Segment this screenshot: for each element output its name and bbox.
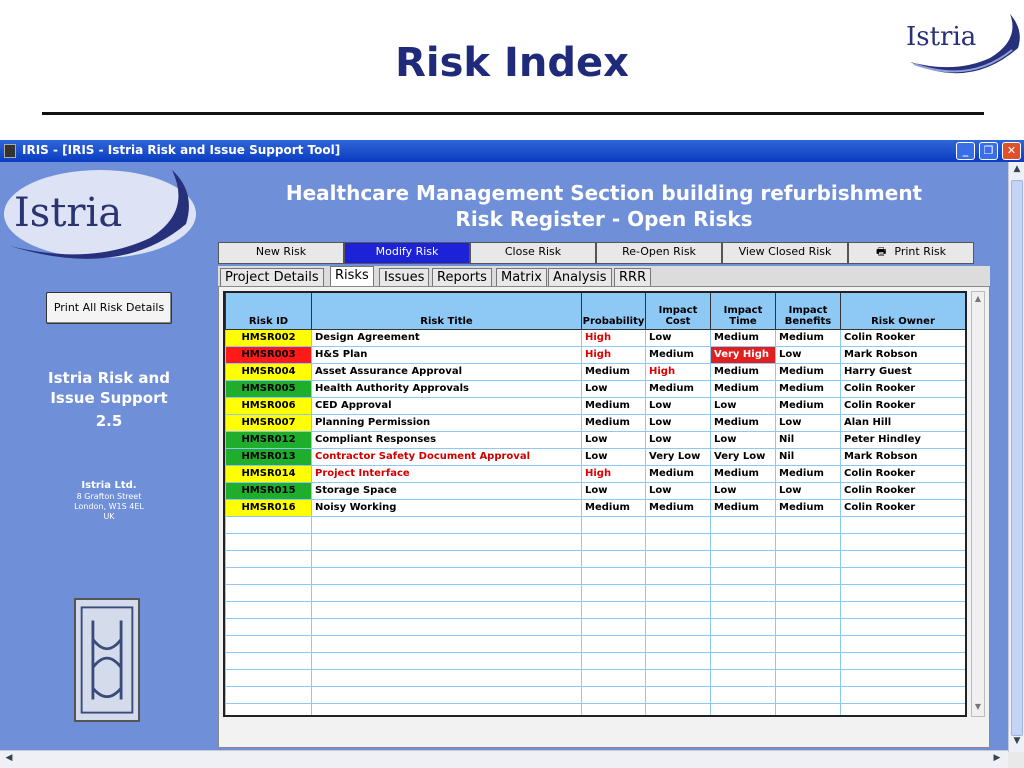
cell-impact-benefits[interactable]: Medium bbox=[776, 465, 841, 482]
table-row[interactable] bbox=[226, 414, 966, 431]
empty-table-row bbox=[226, 516, 966, 533]
empty-cell bbox=[226, 669, 312, 686]
empty-table-row bbox=[226, 550, 966, 567]
empty-table-row bbox=[226, 567, 966, 584]
empty-cell bbox=[582, 669, 646, 686]
tab-matrix[interactable]: Matrix bbox=[496, 268, 547, 288]
empty-cell bbox=[646, 669, 711, 686]
empty-cell bbox=[582, 533, 646, 550]
table-row[interactable] bbox=[226, 397, 966, 414]
product-name-line2: Issue Support bbox=[50, 389, 168, 407]
cell-impact-cost[interactable]: Very Low bbox=[646, 448, 711, 465]
empty-cell bbox=[841, 703, 966, 717]
empty-cell bbox=[841, 669, 966, 686]
cell-risk-id[interactable]: HMSR016 bbox=[226, 499, 312, 516]
app-window bbox=[0, 140, 1024, 768]
empty-cell bbox=[312, 533, 582, 550]
scroll-left-icon[interactable]: ◀ bbox=[5, 753, 13, 763]
window-vertical-scrollbar[interactable] bbox=[1008, 162, 1024, 752]
cell-risk-id[interactable]: HMSR003 bbox=[226, 346, 312, 363]
table-header-row bbox=[226, 293, 966, 329]
project-title: Healthcare Management Section building refurbishment bbox=[285, 181, 923, 205]
empty-cell bbox=[711, 703, 776, 717]
cell-impact-time[interactable]: Very Low bbox=[711, 448, 776, 465]
empty-cell bbox=[776, 652, 841, 669]
cell-impact-time[interactable]: Very High bbox=[711, 346, 776, 363]
cell-impact-time[interactable]: Medium bbox=[711, 414, 776, 431]
empty-cell bbox=[312, 618, 582, 635]
cell-risk-title[interactable]: Asset Assurance Approval bbox=[312, 363, 582, 380]
reopen-risk-button[interactable]: Re-Open Risk bbox=[596, 242, 722, 264]
empty-cell bbox=[711, 686, 776, 703]
table-row[interactable] bbox=[226, 448, 966, 465]
product-version: 2.5 bbox=[95, 412, 123, 430]
empty-cell bbox=[226, 550, 312, 567]
empty-cell bbox=[582, 652, 646, 669]
cell-impact-benefits[interactable]: Medium bbox=[776, 380, 841, 397]
print-risk-label: Print Risk bbox=[894, 245, 946, 258]
cell-probability[interactable]: Low bbox=[582, 448, 646, 465]
empty-cell bbox=[582, 567, 646, 584]
cell-impact-time[interactable]: Low bbox=[711, 482, 776, 499]
modify-risk-button[interactable]: Modify Risk bbox=[344, 242, 470, 264]
col-header-probability[interactable]: Probability bbox=[582, 293, 646, 329]
cell-impact-benefits[interactable]: Medium bbox=[776, 363, 841, 380]
empty-table-row bbox=[226, 601, 966, 618]
scroll-down-icon[interactable]: ▼ bbox=[974, 702, 982, 711]
cell-impact-benefits[interactable]: Nil bbox=[776, 448, 841, 465]
empty-cell bbox=[711, 533, 776, 550]
cell-impact-cost[interactable]: Low bbox=[646, 414, 711, 431]
empty-cell bbox=[776, 635, 841, 652]
empty-cell bbox=[646, 652, 711, 669]
empty-cell bbox=[841, 686, 966, 703]
empty-cell bbox=[776, 533, 841, 550]
empty-cell bbox=[711, 652, 776, 669]
col-header-risk-title[interactable]: Risk Title bbox=[312, 293, 582, 329]
empty-cell bbox=[646, 618, 711, 635]
empty-cell bbox=[312, 516, 582, 533]
slide-title: Risk Index bbox=[395, 40, 629, 86]
empty-cell bbox=[776, 703, 841, 717]
cell-risk-owner[interactable]: Colin Rooker bbox=[841, 329, 966, 346]
cell-probability[interactable]: Low bbox=[582, 380, 646, 397]
cell-probability[interactable]: High bbox=[582, 329, 646, 346]
empty-cell bbox=[582, 516, 646, 533]
empty-cell bbox=[841, 584, 966, 601]
cell-risk-title[interactable]: Project Interface bbox=[312, 465, 582, 482]
window-horizontal-scrollbar[interactable] bbox=[0, 750, 1008, 768]
cell-probability[interactable]: Medium bbox=[582, 363, 646, 380]
cell-risk-id[interactable]: HMSR006 bbox=[226, 397, 312, 414]
emblem-logo bbox=[74, 598, 140, 722]
cell-impact-benefits[interactable]: Medium bbox=[776, 499, 841, 516]
tab-rrr[interactable]: RRR bbox=[614, 268, 651, 288]
empty-cell bbox=[582, 703, 646, 717]
empty-table-row bbox=[226, 703, 966, 717]
cell-impact-time[interactable]: Low bbox=[711, 397, 776, 414]
istria-logo-text: Istria bbox=[906, 22, 977, 52]
empty-cell bbox=[711, 516, 776, 533]
empty-cell bbox=[776, 686, 841, 703]
empty-cell bbox=[841, 533, 966, 550]
cell-risk-id[interactable]: HMSR005 bbox=[226, 380, 312, 397]
empty-cell bbox=[776, 669, 841, 686]
cell-impact-benefits[interactable]: Nil bbox=[776, 431, 841, 448]
empty-cell bbox=[711, 550, 776, 567]
empty-cell bbox=[226, 618, 312, 635]
cell-impact-cost[interactable]: High bbox=[646, 363, 711, 380]
cell-impact-time[interactable]: Medium bbox=[711, 363, 776, 380]
empty-table-row bbox=[226, 635, 966, 652]
tab-issues[interactable]: Issues bbox=[379, 268, 429, 288]
empty-table-row bbox=[226, 686, 966, 703]
cell-risk-owner[interactable]: Mark Robson bbox=[841, 448, 966, 465]
cell-risk-owner[interactable]: Mark Robson bbox=[841, 346, 966, 363]
empty-cell bbox=[226, 686, 312, 703]
view-closed-risk-button[interactable]: View Closed Risk bbox=[722, 242, 848, 264]
table-row[interactable] bbox=[226, 482, 966, 499]
tab-project-details[interactable]: Project Details bbox=[220, 268, 324, 288]
empty-table-row bbox=[226, 533, 966, 550]
print-all-risk-details-button[interactable]: Print All Risk Details bbox=[46, 292, 172, 324]
table-row[interactable] bbox=[226, 380, 966, 397]
cell-impact-cost[interactable]: Low bbox=[646, 329, 711, 346]
empty-table-row bbox=[226, 618, 966, 635]
close-risk-button[interactable]: Close Risk bbox=[470, 242, 596, 264]
empty-cell bbox=[711, 635, 776, 652]
sidebar-logo-text: Istria bbox=[14, 190, 123, 236]
empty-cell bbox=[776, 618, 841, 635]
empty-cell bbox=[841, 635, 966, 652]
app-icon bbox=[4, 144, 16, 158]
cell-probability[interactable]: Low bbox=[582, 482, 646, 499]
title-divider bbox=[42, 112, 984, 115]
cell-probability[interactable]: Medium bbox=[582, 414, 646, 431]
cell-risk-title[interactable]: Compliant Responses bbox=[312, 431, 582, 448]
cell-risk-title[interactable]: CED Approval bbox=[312, 397, 582, 414]
empty-cell bbox=[711, 669, 776, 686]
empty-cell bbox=[646, 601, 711, 618]
company-name: Istria Ltd. bbox=[81, 480, 137, 491]
cell-impact-cost[interactable]: Medium bbox=[646, 346, 711, 363]
empty-cell bbox=[646, 635, 711, 652]
empty-table-row bbox=[226, 669, 966, 686]
cell-impact-benefits[interactable]: Medium bbox=[776, 397, 841, 414]
empty-cell bbox=[312, 703, 582, 717]
empty-cell bbox=[582, 550, 646, 567]
empty-cell bbox=[646, 550, 711, 567]
cell-risk-title[interactable]: Storage Space bbox=[312, 482, 582, 499]
empty-table-row bbox=[226, 652, 966, 669]
empty-cell bbox=[646, 584, 711, 601]
empty-cell bbox=[582, 686, 646, 703]
empty-cell bbox=[711, 618, 776, 635]
cell-risk-id[interactable]: HMSR014 bbox=[226, 465, 312, 482]
empty-cell bbox=[841, 516, 966, 533]
scroll-thumb[interactable] bbox=[1011, 180, 1023, 736]
window-titlebar[interactable] bbox=[0, 140, 1024, 162]
new-risk-button[interactable]: New Risk bbox=[218, 242, 344, 264]
tab-analysis[interactable]: Analysis bbox=[548, 268, 612, 288]
cell-impact-benefits[interactable]: Low bbox=[776, 414, 841, 431]
empty-cell bbox=[582, 635, 646, 652]
cell-impact-benefits[interactable]: Low bbox=[776, 346, 841, 363]
empty-cell bbox=[312, 652, 582, 669]
empty-cell bbox=[226, 533, 312, 550]
window-title: IRIS - [IRIS - Istria Risk and Issue Support Tool] bbox=[22, 143, 341, 157]
cell-impact-cost[interactable]: Low bbox=[646, 431, 711, 448]
empty-cell bbox=[312, 686, 582, 703]
col-header-risk-owner[interactable]: Risk Owner bbox=[841, 293, 966, 329]
table-row[interactable] bbox=[226, 363, 966, 380]
table-row[interactable] bbox=[226, 346, 966, 363]
table-row[interactable] bbox=[226, 499, 966, 516]
empty-cell bbox=[226, 516, 312, 533]
risk-table bbox=[223, 291, 967, 717]
restore-button[interactable]: ❐ bbox=[979, 142, 998, 160]
empty-cell bbox=[582, 618, 646, 635]
empty-cell bbox=[226, 584, 312, 601]
tab-reports[interactable]: Reports bbox=[432, 268, 492, 288]
empty-cell bbox=[646, 533, 711, 550]
cell-risk-owner[interactable]: Colin Rooker bbox=[841, 465, 966, 482]
address-line-3: UK bbox=[103, 512, 115, 521]
cell-risk-title[interactable]: Contractor Safety Document Approval bbox=[312, 448, 582, 465]
cell-risk-title[interactable]: Design Agreement bbox=[312, 329, 582, 346]
cell-risk-id[interactable]: HMSR012 bbox=[226, 431, 312, 448]
empty-cell bbox=[312, 669, 582, 686]
cell-risk-id[interactable]: HMSR013 bbox=[226, 448, 312, 465]
empty-cell bbox=[646, 516, 711, 533]
cell-impact-benefits[interactable]: Low bbox=[776, 482, 841, 499]
address-line-2: London, W1S 4EL bbox=[74, 502, 144, 511]
cell-probability[interactable]: High bbox=[582, 465, 646, 482]
empty-cell bbox=[312, 635, 582, 652]
table-row[interactable] bbox=[226, 465, 966, 482]
cell-impact-time[interactable]: Medium bbox=[711, 465, 776, 482]
cell-impact-cost[interactable]: Low bbox=[646, 397, 711, 414]
cell-probability[interactable]: High bbox=[582, 346, 646, 363]
empty-cell bbox=[841, 567, 966, 584]
empty-table-row bbox=[226, 584, 966, 601]
scroll-up-icon[interactable]: ▲ bbox=[1013, 164, 1021, 174]
cell-risk-owner[interactable]: Colin Rooker bbox=[841, 482, 966, 499]
table-row[interactable] bbox=[226, 431, 966, 448]
cell-impact-cost[interactable]: Medium bbox=[646, 499, 711, 516]
cell-risk-owner[interactable]: Peter Hindley bbox=[841, 431, 966, 448]
minimize-button[interactable]: _ bbox=[956, 142, 975, 160]
cell-risk-title[interactable]: Health Authority Approvals bbox=[312, 380, 582, 397]
cell-risk-id[interactable]: HMSR002 bbox=[226, 329, 312, 346]
empty-cell bbox=[226, 703, 312, 717]
tab-strip bbox=[218, 266, 990, 288]
register-heading bbox=[218, 180, 990, 232]
empty-cell bbox=[646, 686, 711, 703]
empty-cell bbox=[776, 550, 841, 567]
print-risk-button[interactable] bbox=[848, 242, 974, 264]
empty-cell bbox=[841, 601, 966, 618]
cell-risk-owner[interactable]: Colin Rooker bbox=[841, 397, 966, 414]
table-row[interactable] bbox=[226, 329, 966, 346]
product-name-line1: Istria Risk and bbox=[48, 369, 170, 387]
cell-risk-title[interactable]: Noisy Working bbox=[312, 499, 582, 516]
cell-impact-time[interactable]: Low bbox=[711, 431, 776, 448]
register-subtitle: Risk Register - Open Risks bbox=[455, 207, 753, 231]
cell-impact-benefits[interactable]: Medium bbox=[776, 329, 841, 346]
address-line-1: 8 Grafton Street bbox=[76, 492, 142, 501]
empty-cell bbox=[312, 584, 582, 601]
cell-probability[interactable]: Medium bbox=[582, 499, 646, 516]
printer-icon: 🖶 bbox=[876, 245, 887, 258]
empty-cell bbox=[841, 550, 966, 567]
cell-impact-time[interactable]: Medium bbox=[711, 380, 776, 397]
cell-probability[interactable]: Medium bbox=[582, 397, 646, 414]
action-toolbar bbox=[218, 242, 990, 264]
empty-cell bbox=[582, 601, 646, 618]
cell-impact-cost[interactable]: Medium bbox=[646, 380, 711, 397]
cell-risk-id[interactable]: HMSR015 bbox=[226, 482, 312, 499]
empty-cell bbox=[646, 703, 711, 717]
empty-cell bbox=[776, 516, 841, 533]
empty-cell bbox=[711, 601, 776, 618]
scroll-up-icon[interactable]: ▲ bbox=[974, 294, 982, 303]
cell-probability[interactable]: Low bbox=[582, 431, 646, 448]
empty-cell bbox=[312, 567, 582, 584]
cell-risk-id[interactable]: HMSR004 bbox=[226, 363, 312, 380]
empty-cell bbox=[312, 601, 582, 618]
cell-impact-cost[interactable]: Medium bbox=[646, 465, 711, 482]
app-client-area bbox=[0, 162, 1008, 750]
empty-cell bbox=[776, 567, 841, 584]
risks-panel bbox=[218, 286, 990, 748]
empty-cell bbox=[312, 550, 582, 567]
empty-cell bbox=[841, 618, 966, 635]
cell-risk-owner[interactable]: Colin Rooker bbox=[841, 499, 966, 516]
empty-cell bbox=[646, 567, 711, 584]
cell-risk-owner[interactable]: Colin Rooker bbox=[841, 380, 966, 397]
empty-cell bbox=[226, 567, 312, 584]
cell-impact-time[interactable]: Medium bbox=[711, 329, 776, 346]
col-header-risk-id[interactable]: Risk ID bbox=[226, 293, 312, 329]
cell-risk-id[interactable]: HMSR007 bbox=[226, 414, 312, 431]
empty-cell bbox=[711, 567, 776, 584]
scroll-down-icon[interactable]: ▼ bbox=[1013, 736, 1021, 746]
empty-cell bbox=[841, 652, 966, 669]
empty-cell bbox=[776, 584, 841, 601]
empty-cell bbox=[226, 601, 312, 618]
table-scrollbar[interactable] bbox=[971, 291, 985, 717]
cell-risk-title[interactable]: H&S Plan bbox=[312, 346, 582, 363]
col-header-impact-time[interactable]: Impact Time bbox=[711, 293, 776, 329]
scroll-right-icon[interactable]: ▶ bbox=[993, 753, 1001, 763]
empty-cell bbox=[226, 635, 312, 652]
cell-impact-time[interactable]: Medium bbox=[711, 499, 776, 516]
cell-risk-owner[interactable]: Harry Guest bbox=[841, 363, 966, 380]
cell-impact-cost[interactable]: Low bbox=[646, 482, 711, 499]
empty-cell bbox=[226, 652, 312, 669]
col-header-impact-benefits[interactable]: Impact Benefits bbox=[776, 293, 841, 329]
empty-cell bbox=[711, 584, 776, 601]
empty-cell bbox=[776, 601, 841, 618]
cell-risk-title[interactable]: Planning Permission bbox=[312, 414, 582, 431]
close-button[interactable]: ✕ bbox=[1002, 142, 1021, 160]
product-name bbox=[0, 368, 218, 408]
cell-risk-owner[interactable]: Alan Hill bbox=[841, 414, 966, 431]
tab-risks[interactable]: Risks bbox=[330, 266, 374, 288]
empty-cell bbox=[582, 584, 646, 601]
col-header-impact-cost[interactable]: Impact Cost bbox=[646, 293, 711, 329]
